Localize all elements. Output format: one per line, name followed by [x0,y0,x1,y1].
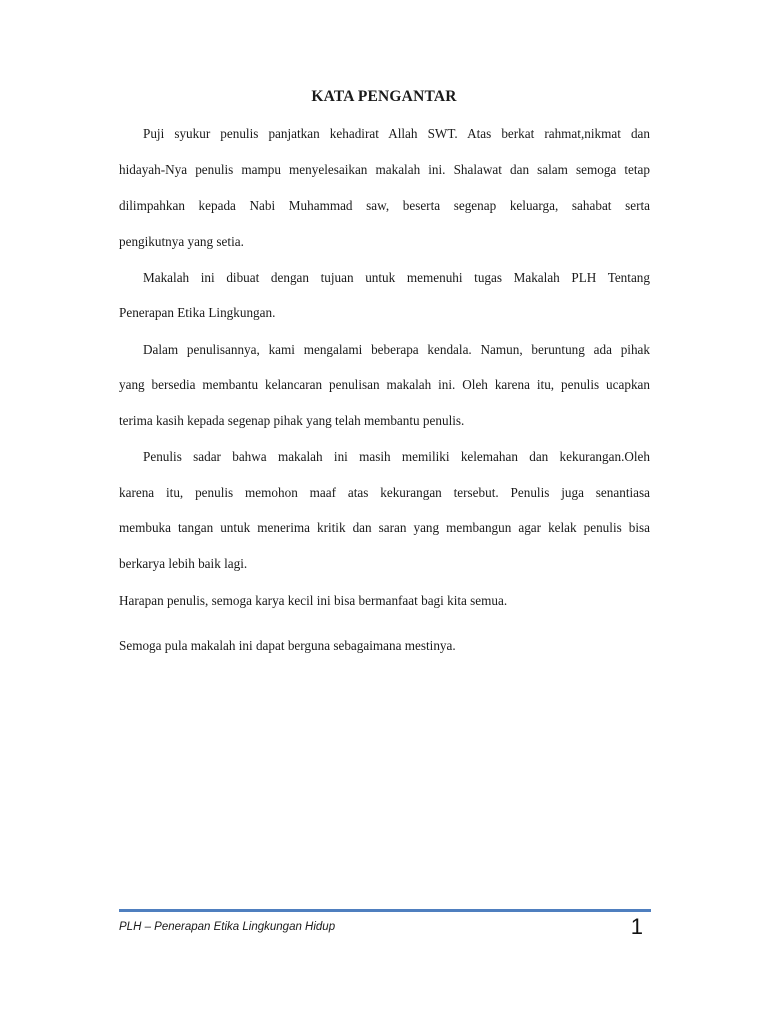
paragraph-3-line-3: terima kasih kepada segenap pihak yang telah membantu penulis. [119,413,465,428]
paragraph-3-line-1: Dalam penulisannya, kami mengalami beberapa kendala. Namun, beruntung ada pihak [143,342,650,357]
closing-line-2: Semoga pula makalah ini dapat berguna sebagaimana mestinya. [119,638,456,653]
footer-rule [119,909,651,912]
paragraph-4-line-2: karena itu, penulis memohon maaf atas kekurangan tersebut. Penulis juga senantiasa [119,485,650,500]
paragraph-2-line-2: Penerapan Etika Lingkungan. [119,305,276,320]
page-title: KATA PENGANTAR [311,88,457,105]
paragraph-4-line-4: berkarya lebih baik lagi. [119,556,248,571]
closing-line-1: Harapan penulis, semoga karya kecil ini bisa bermanfaat bagi kita semua. [119,593,508,608]
paragraph-4-line-1: Penulis sadar bahwa makalah ini masih memiliki kelemahan dan kekurangan.Oleh [143,449,650,464]
page-number: 1 [630,914,643,939]
paragraph-1-line-4: pengikutnya yang setia. [119,234,244,249]
paragraph-1-line-1: Puji syukur penulis panjatkan kehadirat Allah SWT. Atas berkat rahmat,nikmat dan [143,126,650,141]
paragraph-1-line-3: dilimpahkan kepada Nabi Muhammad saw, beserta segenap keluarga, sahabat serta [119,198,650,213]
footer-text: PLH – Penerapan Etika Lingkungan Hidup [119,921,336,933]
paragraph-2-line-1: Makalah ini dibuat dengan tujuan untuk memenuhi tugas Makalah PLH Tentang [143,270,650,285]
paragraph-1-line-2: hidayah-Nya penulis mampu menyelesaikan makalah ini. Shalawat dan salam semoga tetap [119,162,650,177]
paragraph-4-line-3: membuka tangan untuk menerima kritik dan saran yang membangun agar kelak penulis bisa [119,520,650,535]
paragraph-3-line-2: yang bersedia membantu kelancaran penulisan makalah ini. Oleh karena itu, penulis ucapkan [119,377,650,392]
